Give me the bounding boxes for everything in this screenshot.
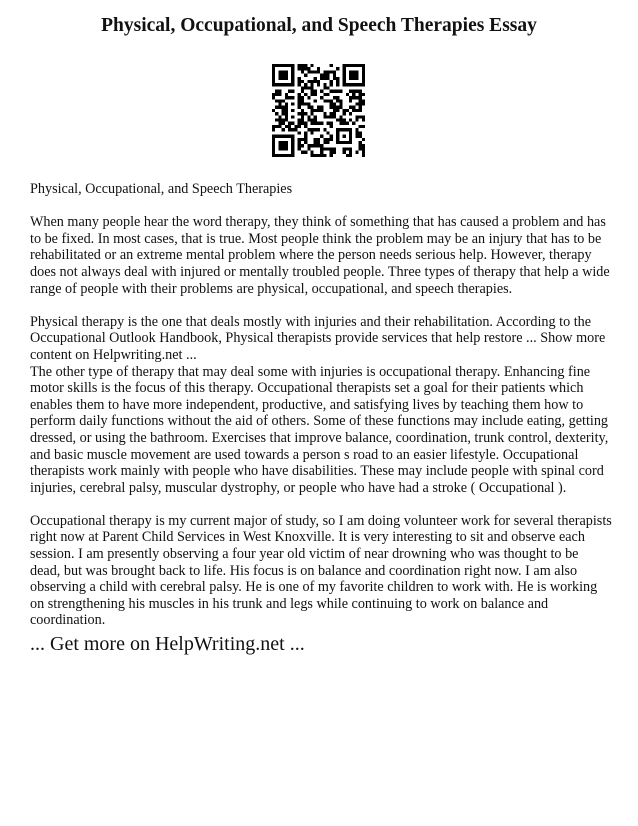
paragraph-personal-experience: Occupational therapy is my current major of study, so I am doing volunteer work for several therapists right now at Parent Child Services in West Knoxville. It is very interesting to sit and observe each session. I am presently observing a four year old victim of near drowning who was thought to be dead, but was brought back to life. His focus is on balance and coordination right now. I am also observing a child with cerebral palsy. He is one of my favorite children to work with. He is working on strengthening his muscles in his trunk and legs while continuing to work on balance and coordination. [30,512,612,629]
essay-body [30,181,612,629]
paragraph-intro: When many people hear the word therapy, they think of something that has caused a problem and has to be fixed. In most cases, that is true. Most people think the problem may be an injury that has to be rehabilitated or an extreme mental problem where the person needs serious help. However, therapy does not always deal with injured or mentally troubled people. Three types of therapy that help a wide range of people with their problems are physical, occupational, and speech therapies. [30,214,610,297]
qr-code-icon [272,64,365,157]
paragraph-occupational-therapy: The other type of therapy that may deal some with injuries is occupational therapy. Enhancing fine motor skills is the focus of this therapy. Occupational therapists set a goal for their patients which enables them to have more independent, productive, and satisfying lives by teaching them how to perform daily functions without the aid of others. Some of these functions may include eating, getting dressed, or using the bathroom. Exercises that improve balance, coordination, trunk control, dexterity, and basic muscle movement are used towards a person s road to an easier lifestyle. Occupational therapists work mainly with people who have disabilities. These may include people with spinal cord injuries, cerebral palsy, muscular dystrophy, or people who have had a stroke ( Occupational ). [30,363,609,496]
paragraph-physical-therapy: Physical therapy is the one that deals mostly with injuries and their rehabilitation. According to the Occupational Outlook Handbook, Physical therapists provide services that help restore ... Show more content on Helpwriting.net ... [30,313,606,363]
document-title: Physical, Occupational, and Speech Therapies Essay [101,15,537,36]
get-more-link[interactable]: ... Get more on HelpWriting.net ... [30,633,305,655]
essay-subtitle: Physical, Occupational, and Speech Therapies [30,181,293,197]
